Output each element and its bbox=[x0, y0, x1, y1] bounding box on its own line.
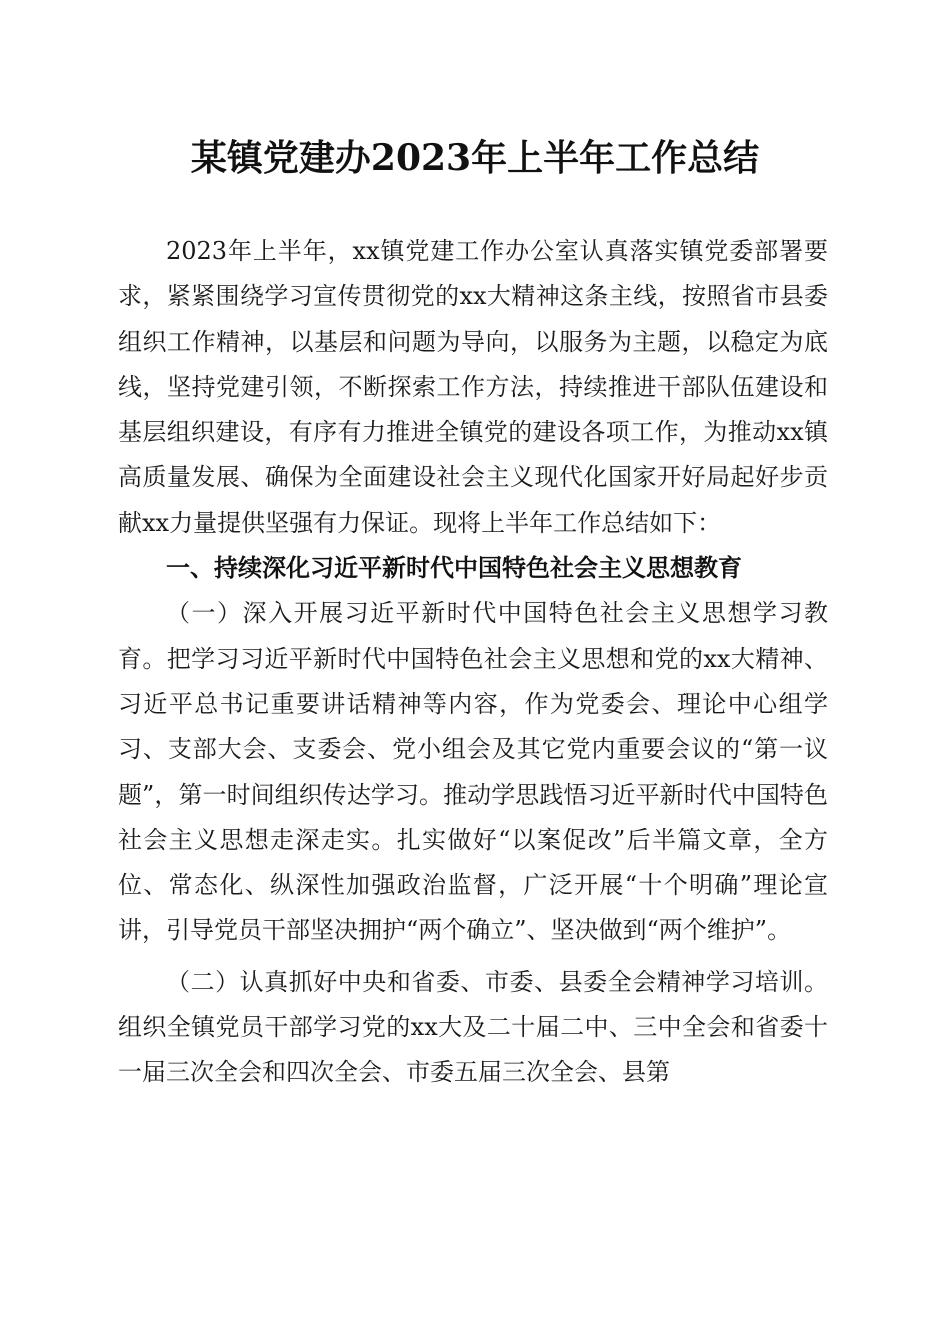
subsection-paragraph-2: （二）认真抓好中央和省委、市委、县委全会精神学习培训。组织全镇党员干部学习党的xx大及二十届二中、三中全会和省委十一届三次全会和四次全会、市委五届三次全会、县第 bbox=[118, 967, 828, 1087]
subsection-paragraph-1: （一）深入开展习近平新时代中国特色社会主义思想学习教育。把学习习近平新时代中国特色社会主义思想和党的xx大精神、习近平总书记重要讲话精神等内容，作为党委会、理论中心组学习、支部大会、支委会、党小组会及其它党内重要会议的“第一议题”，第一时间组织传达学习。推动学思践悟习近平新时代中国特色社会主义思想走深走实。扎实做好“以案促改”后半篇文章，全方位、常态化、纵深性加强政治监督，广泛开展“十个明确”理论宣讲，引导党员干部坚决拥护“两个确立”、坚决做到“两个维护”。 bbox=[118, 599, 828, 945]
intro-paragraph: 2023年上半年，xx镇党建工作办公室认真落实镇党委部署要求，紧紧围绕学习宣传贯彻党的xx大精神这条主线，按照省市县委组织工作精神，以基层和问题为导向，以服务为主题，以稳定为底线，坚持党建引领，不断探索工作方法，持续推进干部队伍建设和基层组织建设，有序有力推进全镇党的建设各项工作，为推动xx镇高质量发展、确保为全面建设社会主义现代化国家开好局起好步贡献xx力量提供坚强有力保证。现将上半年工作总结如下： bbox=[118, 237, 828, 537]
document-body bbox=[118, 229, 828, 1096]
document-title: 某镇党建办2023年上半年工作总结 bbox=[190, 137, 760, 179]
section-heading-1: 一、持续深化习近平新时代中国特色社会主义思想教育 bbox=[166, 554, 742, 583]
